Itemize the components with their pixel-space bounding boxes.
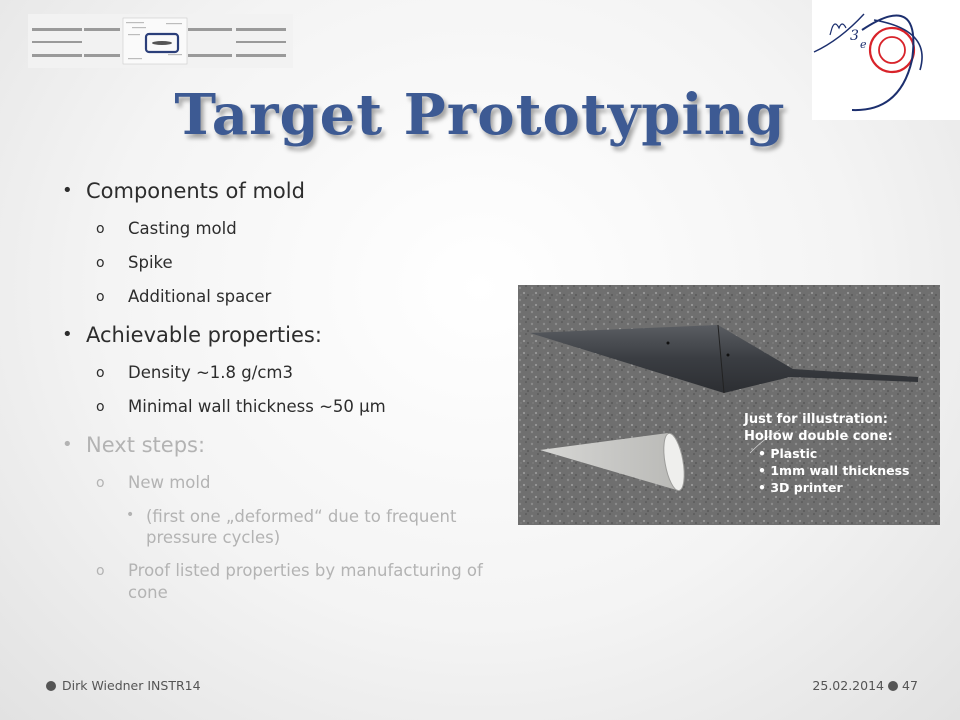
- page-number: 47: [902, 678, 918, 693]
- svg-text:• Plastic: • Plastic: [758, 446, 818, 461]
- subitem-new-mold: o New mold: [96, 473, 211, 492]
- caption-item-wall: 1mm wall thickness: [770, 463, 910, 478]
- footer-date: 25.02.2014: [812, 678, 884, 693]
- caption-heading: Just for illustration:: [744, 412, 888, 427]
- subitem-spike: o Spike: [96, 253, 173, 272]
- caption-item-printer: 3D printer: [770, 480, 843, 495]
- bullet-achievable-properties: • Achievable properties:: [62, 320, 522, 350]
- svg-text:• 1mm wall thickness: • 1mm wall thickness: [758, 463, 910, 478]
- svg-text:3: 3: [850, 28, 859, 44]
- subitem-wall-thickness: o Minimal wall thickness ~50 µm: [96, 397, 386, 416]
- bullet-components: • Components of mold: [62, 176, 522, 206]
- subitem-casting-mold: o Casting mold: [96, 219, 237, 238]
- subitem-proof-properties: o Proof listed properties by manufacturing of cone: [96, 561, 483, 602]
- footer-dot-icon: [46, 681, 56, 691]
- footer-author: Dirk Wiedner INSTR14: [62, 678, 201, 693]
- subitem-density: o Density ~1.8 g/cm3: [96, 363, 293, 382]
- caption-subheading: Hollow double cone:: [744, 429, 893, 444]
- bullet-list: [62, 168, 522, 604]
- footer: [0, 678, 960, 698]
- subsubitem-deformed-note: • (first one „deformed“ due to frequent pressure cycles): [126, 507, 457, 547]
- svg-text:• 3D printer: • 3D printer: [758, 480, 843, 495]
- footer-dot-icon: [888, 681, 898, 691]
- slide-title: Target Prototyping: [174, 82, 786, 148]
- subitem-additional-spacer: o Additional spacer: [96, 287, 272, 306]
- svg-text:e: e: [860, 38, 867, 51]
- caption-item-plastic: Plastic: [770, 446, 818, 461]
- detector-schematic-image: [28, 14, 293, 68]
- cone-prototype-photo: [518, 285, 940, 525]
- bullet-next-steps: • Next steps:: [62, 430, 522, 460]
